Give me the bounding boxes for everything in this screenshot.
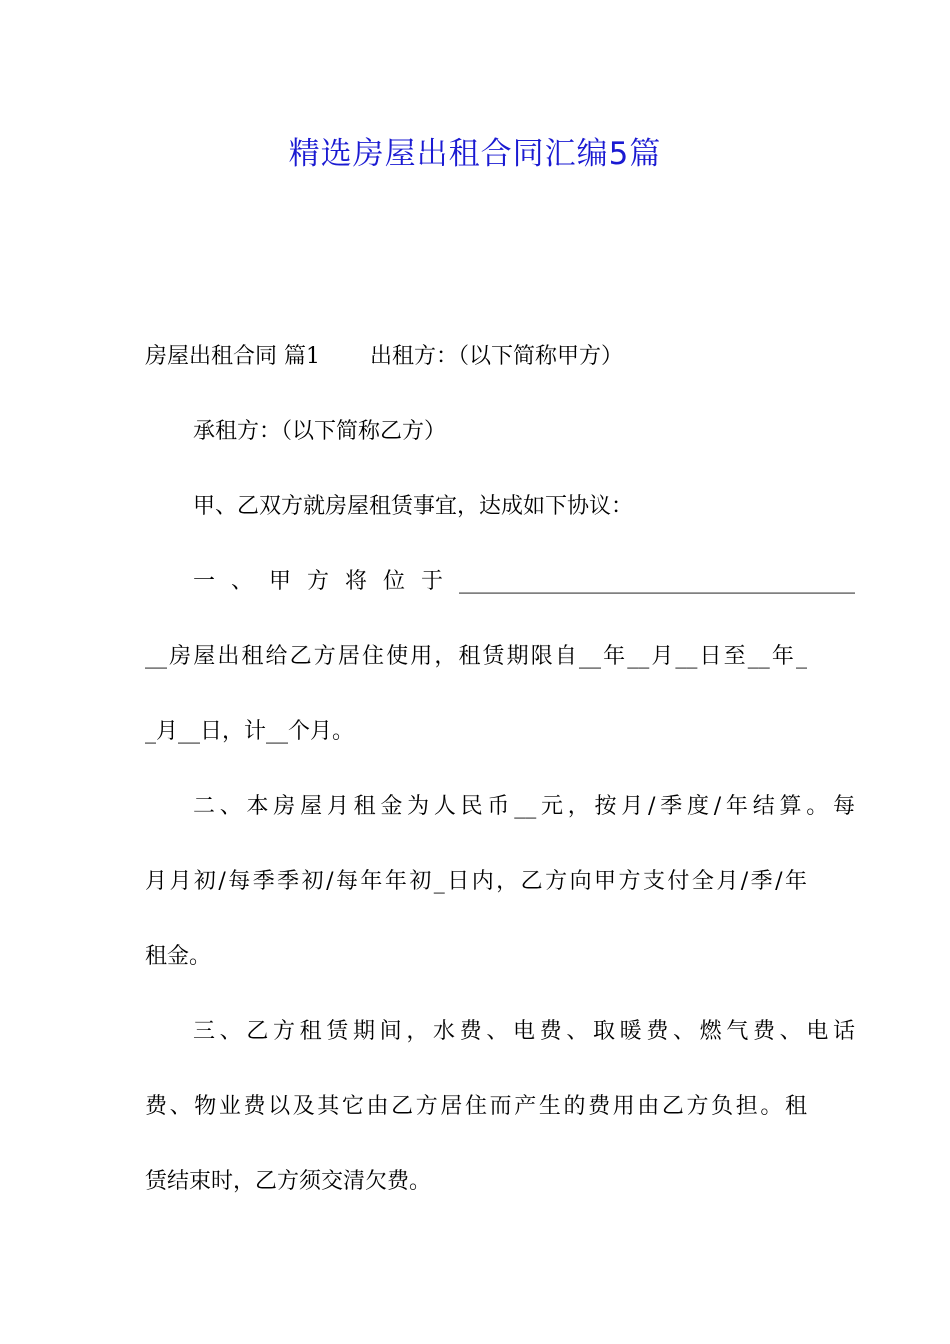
clause-3-line-1: 三、乙方租赁期间，水费、电费、取暖费、燃气费、电话 [193, 1019, 855, 1044]
lessee-line: 承租方：（以下简称乙方） [193, 419, 447, 444]
clause-3-line-3: 赁结束时，乙方须交清欠费。 [145, 1169, 432, 1194]
agreement-intro: 甲、乙双方就房屋租赁事宜，达成如下协议： [193, 494, 634, 519]
clause-1-line-2: __房屋出租给乙方居住使用，租赁期限自__年__月__日至__年_ [145, 644, 807, 669]
document-title: 精选房屋出租合同汇编5篇 [288, 136, 662, 172]
clause-1-line-1: 一、甲方将位于____________________________________ [193, 569, 855, 594]
clause-2-line-3: 租金。 [145, 944, 212, 969]
lessor-label: 出租方：（以下简称甲方） [370, 344, 624, 369]
clause-3-line-2: 费、物业费以及其它由乙方居住而产生的费用由乙方负担。租 [145, 1094, 807, 1119]
contract-heading-line [145, 338, 807, 375]
clause-2-line-1: 二、本房屋月租金为人民币__元，按月/季度/年结算。每 [193, 794, 855, 819]
contract-section-label: 房屋出租合同 篇1 [145, 344, 320, 369]
clause-2-line-2: 月月初/每季季初/每年年初_日内，乙方向甲方支付全月/季/年 [145, 869, 807, 894]
clause-1-line-3: _月__日，计__个月。 [145, 719, 355, 744]
